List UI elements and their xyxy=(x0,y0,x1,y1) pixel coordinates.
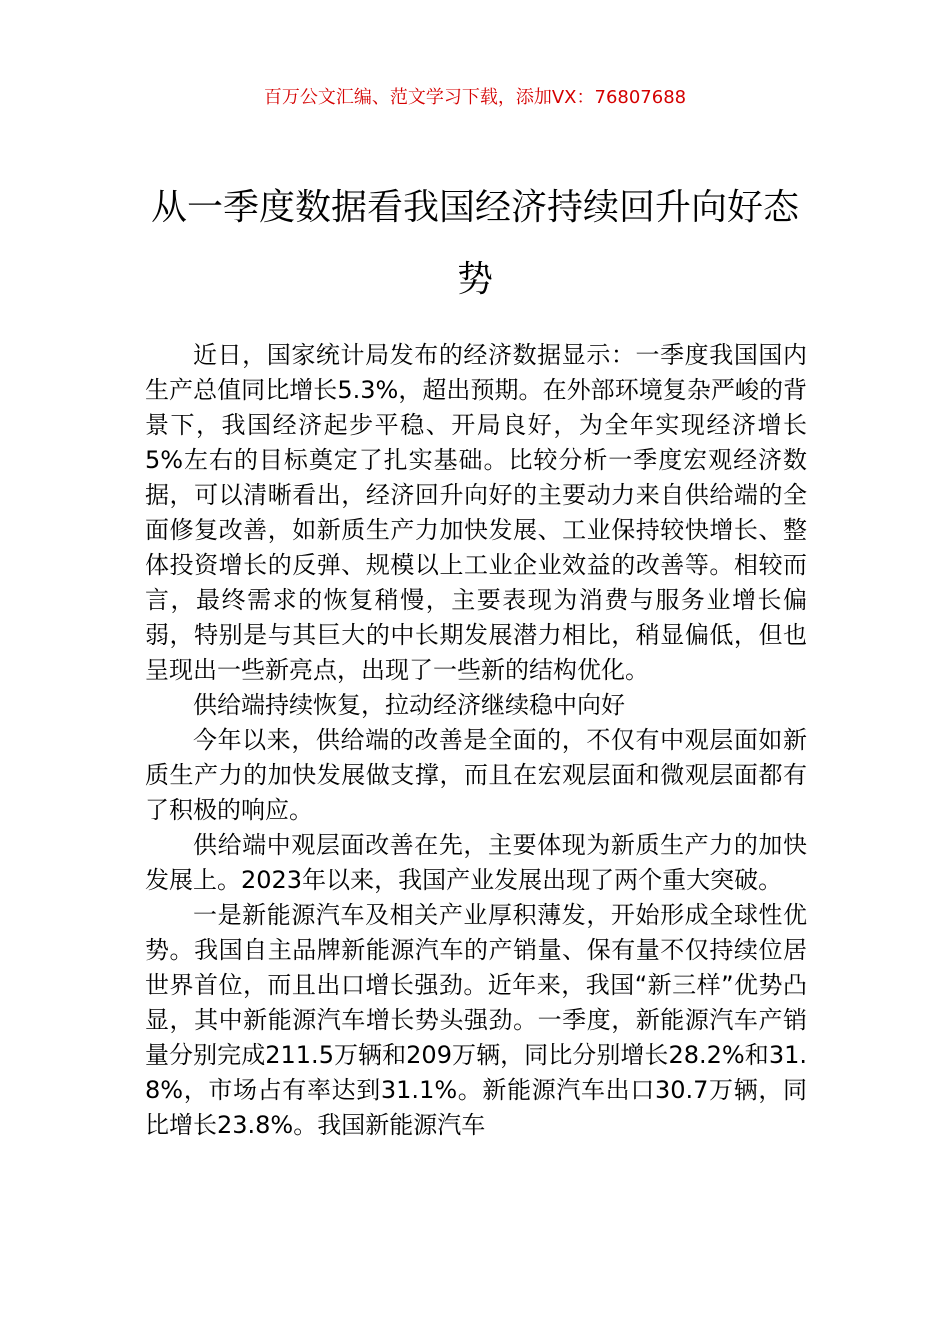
document-body xyxy=(145,338,807,1143)
paragraph-new-energy-vehicles: 一是新能源汽车及相关产业厚积薄发，开始形成全球性优势。我国自主品牌新能源汽车的产销量、保有量不仅持续位居世界首位，而且出口增长强劲。近年来，我国“新三样”优势凸显，其中新能源汽车增长势头强劲。一季度，新能源汽车产销量分别完成211.5万辆和209万辆，同比分别增长28.2%和31.8%，市场占有率达到31.1%。新能源汽车出口30.7万辆，同比增长23.8%。我国新能源汽车 xyxy=(145,901,807,1139)
header-note: 百万公文汇编、范文学习下载，添加VX：76807688 xyxy=(263,87,687,108)
document-title: 从一季度数据看我国经济持续回升向好态势 xyxy=(150,187,799,300)
paragraph-intro: 近日，国家统计局发布的经济数据显示：一季度我国国内生产总值同比增长5.3%，超出预期。在外部环境复杂严峻的背景下，我国经济起步平稳、开局良好，为全年实现经济增长5%左右的目标奠定了扎实基础。比较分析一季度宏观经济数据，可以清晰看出，经济回升向好的主要动力来自供给端的全面修复改善，如新质生产力加快发展、工业保持较快增长、整体投资增长的反弹、规模以上工业企业效益的改善等。相较而言，最终需求的恢复稍慢，主要表现为消费与服务业增长偏弱，特别是与其巨大的中长期发展潜力相比，稍显偏低，但也呈现出一些新亮点，出现了一些新的结构优化。 xyxy=(145,341,807,684)
paragraph-supply-overview: 今年以来，供给端的改善是全面的，不仅有中观层面如新质生产力的加快发展做支撑，而且在宏观层面和微观层面都有了积极的响应。 xyxy=(145,726,807,824)
section-heading: 供给端持续恢复，拉动经济继续稳中向好 xyxy=(193,691,625,719)
paragraph-meso-level: 供给端中观层面改善在先，主要体现为新质生产力的加快发展上。2023年以来，我国产业发展出现了两个重大突破。 xyxy=(145,831,807,894)
